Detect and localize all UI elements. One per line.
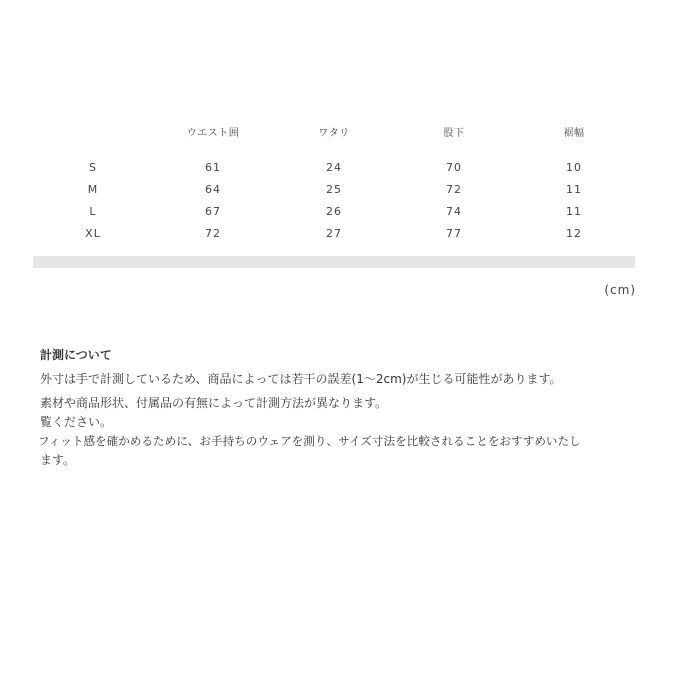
table-row bbox=[0, 202, 680, 224]
inseam-value: 77 bbox=[446, 227, 462, 240]
thigh-value: 26 bbox=[326, 205, 342, 218]
waist-value: 64 bbox=[205, 183, 221, 196]
hem-value: 11 bbox=[566, 183, 582, 196]
unit-label: (cm) bbox=[604, 283, 636, 297]
note-line: 覧ください。 bbox=[40, 415, 113, 429]
thigh-value: 27 bbox=[326, 227, 342, 240]
hem-value: 11 bbox=[566, 205, 582, 218]
table-row bbox=[0, 158, 680, 180]
inseam-value: 74 bbox=[446, 205, 462, 218]
hem-value: 10 bbox=[566, 161, 582, 174]
waist-value: 67 bbox=[205, 205, 221, 218]
table-row bbox=[0, 180, 680, 202]
header-cell-hem: 裾幅 bbox=[563, 128, 585, 139]
table-row bbox=[0, 224, 680, 246]
header-cell-thigh: ワタリ bbox=[318, 128, 350, 139]
header-cell-waist: ウエスト囲 bbox=[186, 128, 240, 139]
size-label: L bbox=[89, 205, 97, 218]
note-line: フィット感を確かめるために、お手持ちのウェアを測り、サイズ寸法を比較されることをおすすめいたし bbox=[38, 434, 581, 448]
table-divider-bar bbox=[33, 256, 635, 268]
inseam-value: 70 bbox=[446, 161, 462, 174]
waist-value: 72 bbox=[205, 227, 221, 240]
thigh-value: 24 bbox=[326, 161, 342, 174]
notes-title: 計測について bbox=[40, 348, 112, 362]
size-label: XL bbox=[85, 227, 101, 240]
table-header-row bbox=[0, 124, 680, 146]
header-cell-inseam: 股下 bbox=[443, 128, 465, 139]
size-label: S bbox=[89, 161, 97, 174]
note-line: ます。 bbox=[40, 453, 76, 467]
note-line: 外寸は手で計測しているため、商品によっては若干の誤差(1〜2cm)が生じる可能性があります。 bbox=[40, 372, 562, 386]
inseam-value: 72 bbox=[446, 183, 462, 196]
measurement-notes bbox=[39, 346, 639, 470]
hem-value: 12 bbox=[566, 227, 582, 240]
thigh-value: 25 bbox=[326, 183, 342, 196]
note-line: 素材や商品形状、付属品の有無によって計測方法が異なります。 bbox=[40, 396, 388, 410]
size-label: M bbox=[87, 183, 99, 196]
waist-value: 61 bbox=[205, 161, 221, 174]
size-table bbox=[0, 124, 680, 246]
